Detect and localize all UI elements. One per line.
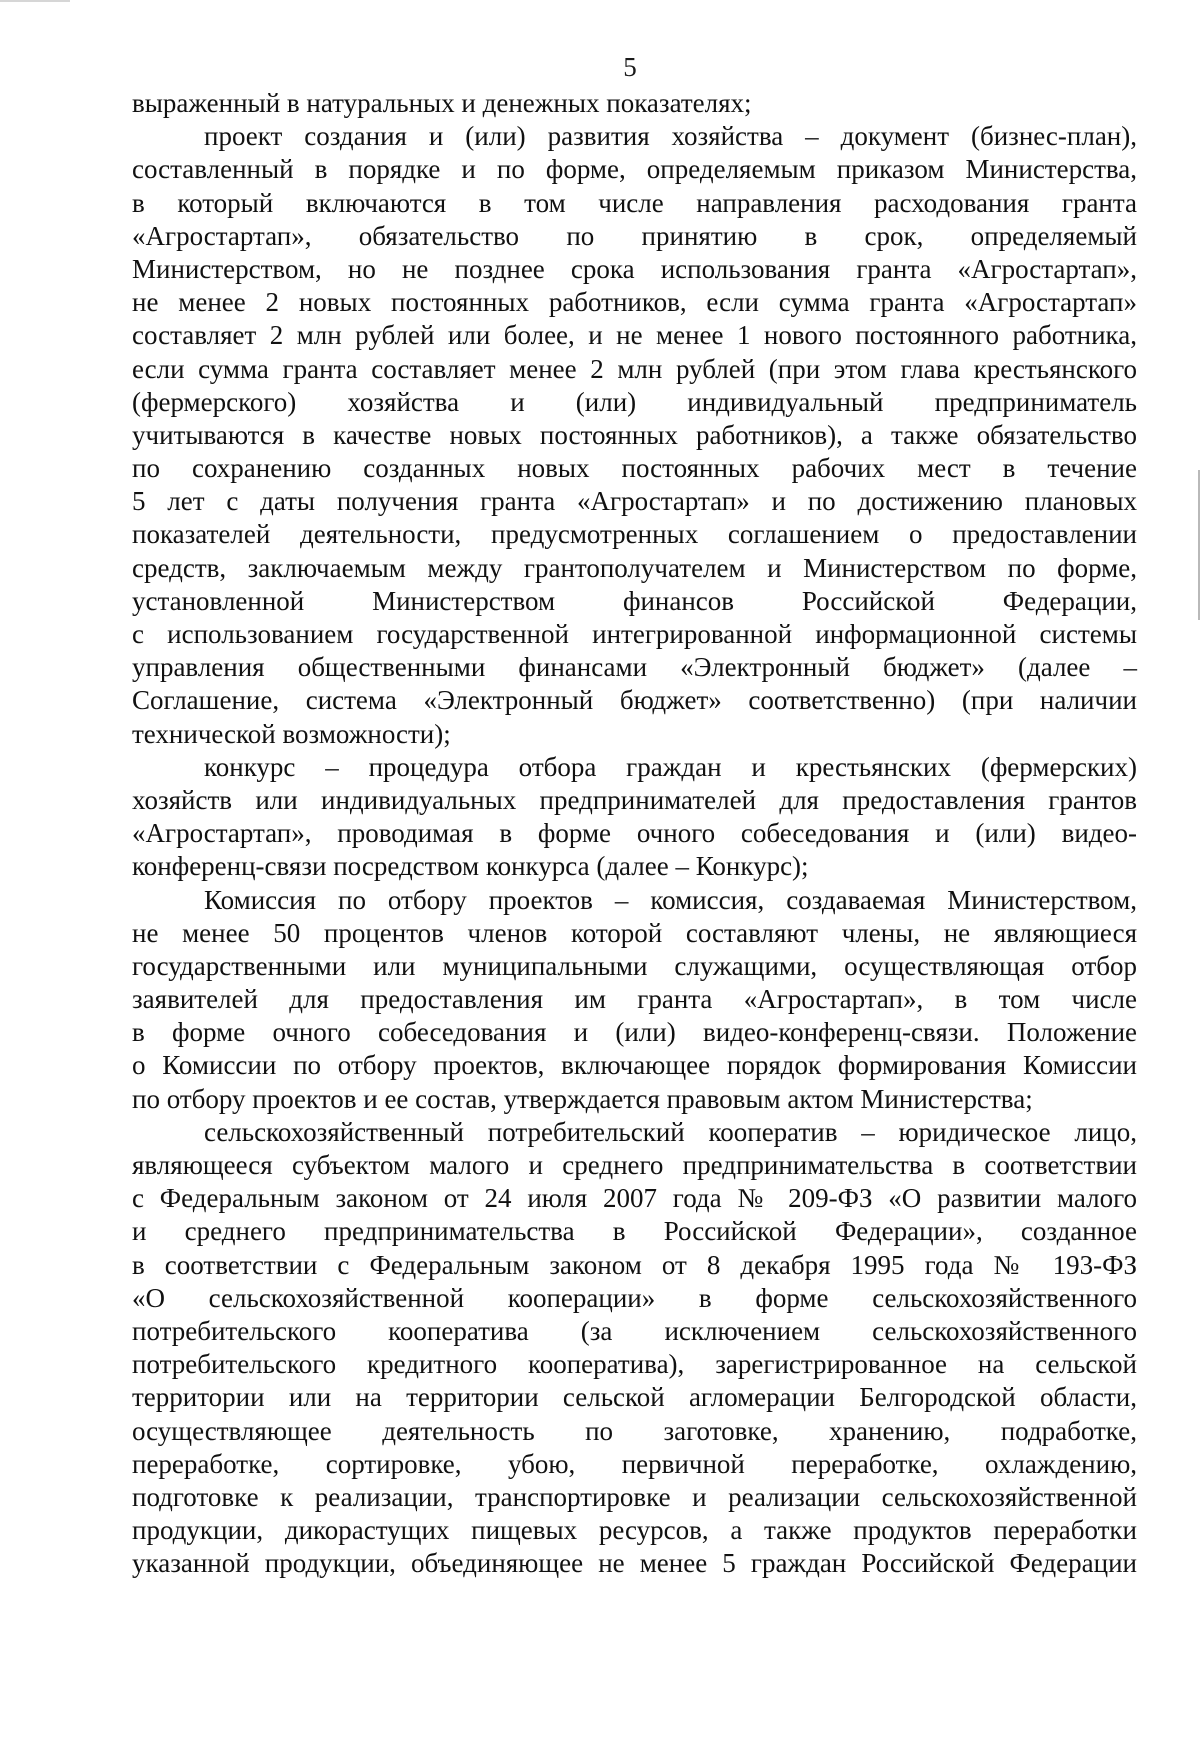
paragraph-line: по отбору проектов и ее состав, утверждается правовым актом Министерства; bbox=[132, 1083, 1033, 1114]
paragraph-line: составленный в порядке и по форме, определяемым приказом Министерства, bbox=[132, 154, 1137, 185]
paragraph-line: сельскохозяйственный потребительский кооператив – юридическое лицо, bbox=[204, 1116, 1137, 1147]
paragraph-line: установленной Министерством финансов Российской Федерации, bbox=[132, 585, 1137, 616]
paragraph-line: учитываются в качестве новых постоянных работников), а также обязательство bbox=[132, 419, 1137, 450]
paragraph-line: конкурс – процедура отбора граждан и крестьянских (фермерских) bbox=[204, 751, 1137, 782]
paragraph-line: по сохранению созданных новых постоянных рабочих мест в течение bbox=[132, 453, 1137, 484]
paragraph-line: (фермерского) хозяйства и (или) индивидуальный предприниматель bbox=[132, 386, 1137, 417]
paragraph-line: «О сельскохозяйственной кооперации» в форме сельскохозяйственного bbox=[132, 1282, 1137, 1313]
paragraph-line: проект создания и (или) развития хозяйства – документ (бизнес-план), bbox=[204, 121, 1137, 152]
paragraph-line: хозяйств или индивидуальных предпринимателей для предоставления грантов bbox=[132, 784, 1137, 815]
paragraph-line: если сумма гранта составляет менее 2 млн рублей (при этом глава крестьянского bbox=[132, 353, 1137, 384]
paragraph-line: показателей деятельности, предусмотренных соглашением о предоставлении bbox=[132, 519, 1137, 550]
paragraph-line: не менее 2 новых постоянных работников, если сумма гранта «Агростартап» bbox=[132, 287, 1137, 318]
paragraph-line: осуществляющее деятельность по заготовке, хранению, подработке, bbox=[132, 1415, 1137, 1446]
paragraph-line: переработке, сортировке, убою, первичной переработке, охлаждению, bbox=[132, 1448, 1137, 1479]
paragraph-line: территории или на территории сельской агломерации Белгородской области, bbox=[132, 1382, 1137, 1413]
paragraph-line: государственными или муниципальными служащими, осуществляющая отбор bbox=[132, 950, 1137, 981]
paragraph-line: «Агростартап», проводимая в форме очного собеседования и (или) видео- bbox=[132, 818, 1137, 849]
paragraph-line: потребительского кооператива (за исключением сельскохозяйственного bbox=[132, 1315, 1137, 1346]
paragraph-line: в соответствии с Федеральным законом от 8 декабря 1995 года № 193-ФЗ bbox=[132, 1249, 1137, 1280]
paragraph-line: составляет 2 млн рублей или более, и не менее 1 нового постоянного работника, bbox=[132, 320, 1137, 351]
paragraph-line: выраженный в натуральных и денежных показателях; bbox=[132, 88, 752, 118]
page-number: 5 bbox=[623, 52, 637, 82]
paragraph-line: не менее 50 процентов членов которой составляют члены, не являющиеся bbox=[132, 917, 1137, 948]
paragraph-line: в который включаются в том числе направления расходования гранта bbox=[132, 187, 1137, 218]
paragraph-line: «Агростартап», обязательство по принятию в срок, определяемый bbox=[132, 220, 1137, 251]
paragraph-line: потребительского кредитного кооператива), зарегистрированное на сельской bbox=[132, 1349, 1137, 1380]
scan-edge-mark-top bbox=[0, 0, 70, 2]
paragraph-line: технической возможности); bbox=[132, 718, 451, 749]
paragraph-line: Соглашение, система «Электронный бюджет» соответственно) (при наличии bbox=[132, 685, 1137, 716]
paragraph-line: указанной продукции, объединяющее не менее 5 граждан Российской Федерации bbox=[132, 1548, 1137, 1579]
paragraph-line: Комиссия по отбору проектов – комиссия, создаваемая Министерством, bbox=[204, 884, 1137, 915]
paragraph-line: Министерством, но не позднее срока использования гранта «Агростартап», bbox=[132, 253, 1137, 284]
paragraph-line: 5 лет с даты получения гранта «Агростартап» и по достижению плановых bbox=[132, 486, 1137, 517]
paragraph-line: конференц-связи посредством конкурса (далее – Конкурс); bbox=[132, 851, 809, 882]
paragraph-line: с Федеральным законом от 24 июля 2007 года № 209-ФЗ «О развитии малого bbox=[132, 1183, 1137, 1214]
paragraph-line: являющееся субъектом малого и среднего предпринимательства в соответствии bbox=[132, 1150, 1137, 1180]
paragraph-line: в форме очного собеседования и (или) видео-конференц-связи. Положение bbox=[132, 1017, 1137, 1048]
paragraph-line: продукции, дикорастущих пищевых ресурсов, а также продуктов переработки bbox=[132, 1515, 1137, 1546]
paragraph-line: заявителей для предоставления им гранта «Агростартап», в том числе bbox=[132, 984, 1137, 1015]
paragraph-line: о Комиссии по отбору проектов, включающее порядок формирования Комиссии bbox=[132, 1050, 1137, 1081]
paragraph-line: подготовке к реализации, транспортировке и реализации сельскохозяйственной bbox=[132, 1481, 1137, 1512]
paragraph-line: управления общественными финансами «Электронный бюджет» (далее – bbox=[132, 652, 1137, 683]
paragraph-line: средств, заключаемым между грантополучателем и Министерством по форме, bbox=[132, 552, 1137, 583]
paragraph-line: с использованием государственной интегрированной информационной системы bbox=[132, 619, 1137, 649]
paragraph-line: и среднего предпринимательства в Российской Федерации», созданное bbox=[132, 1216, 1137, 1247]
document-body bbox=[132, 87, 1137, 1580]
